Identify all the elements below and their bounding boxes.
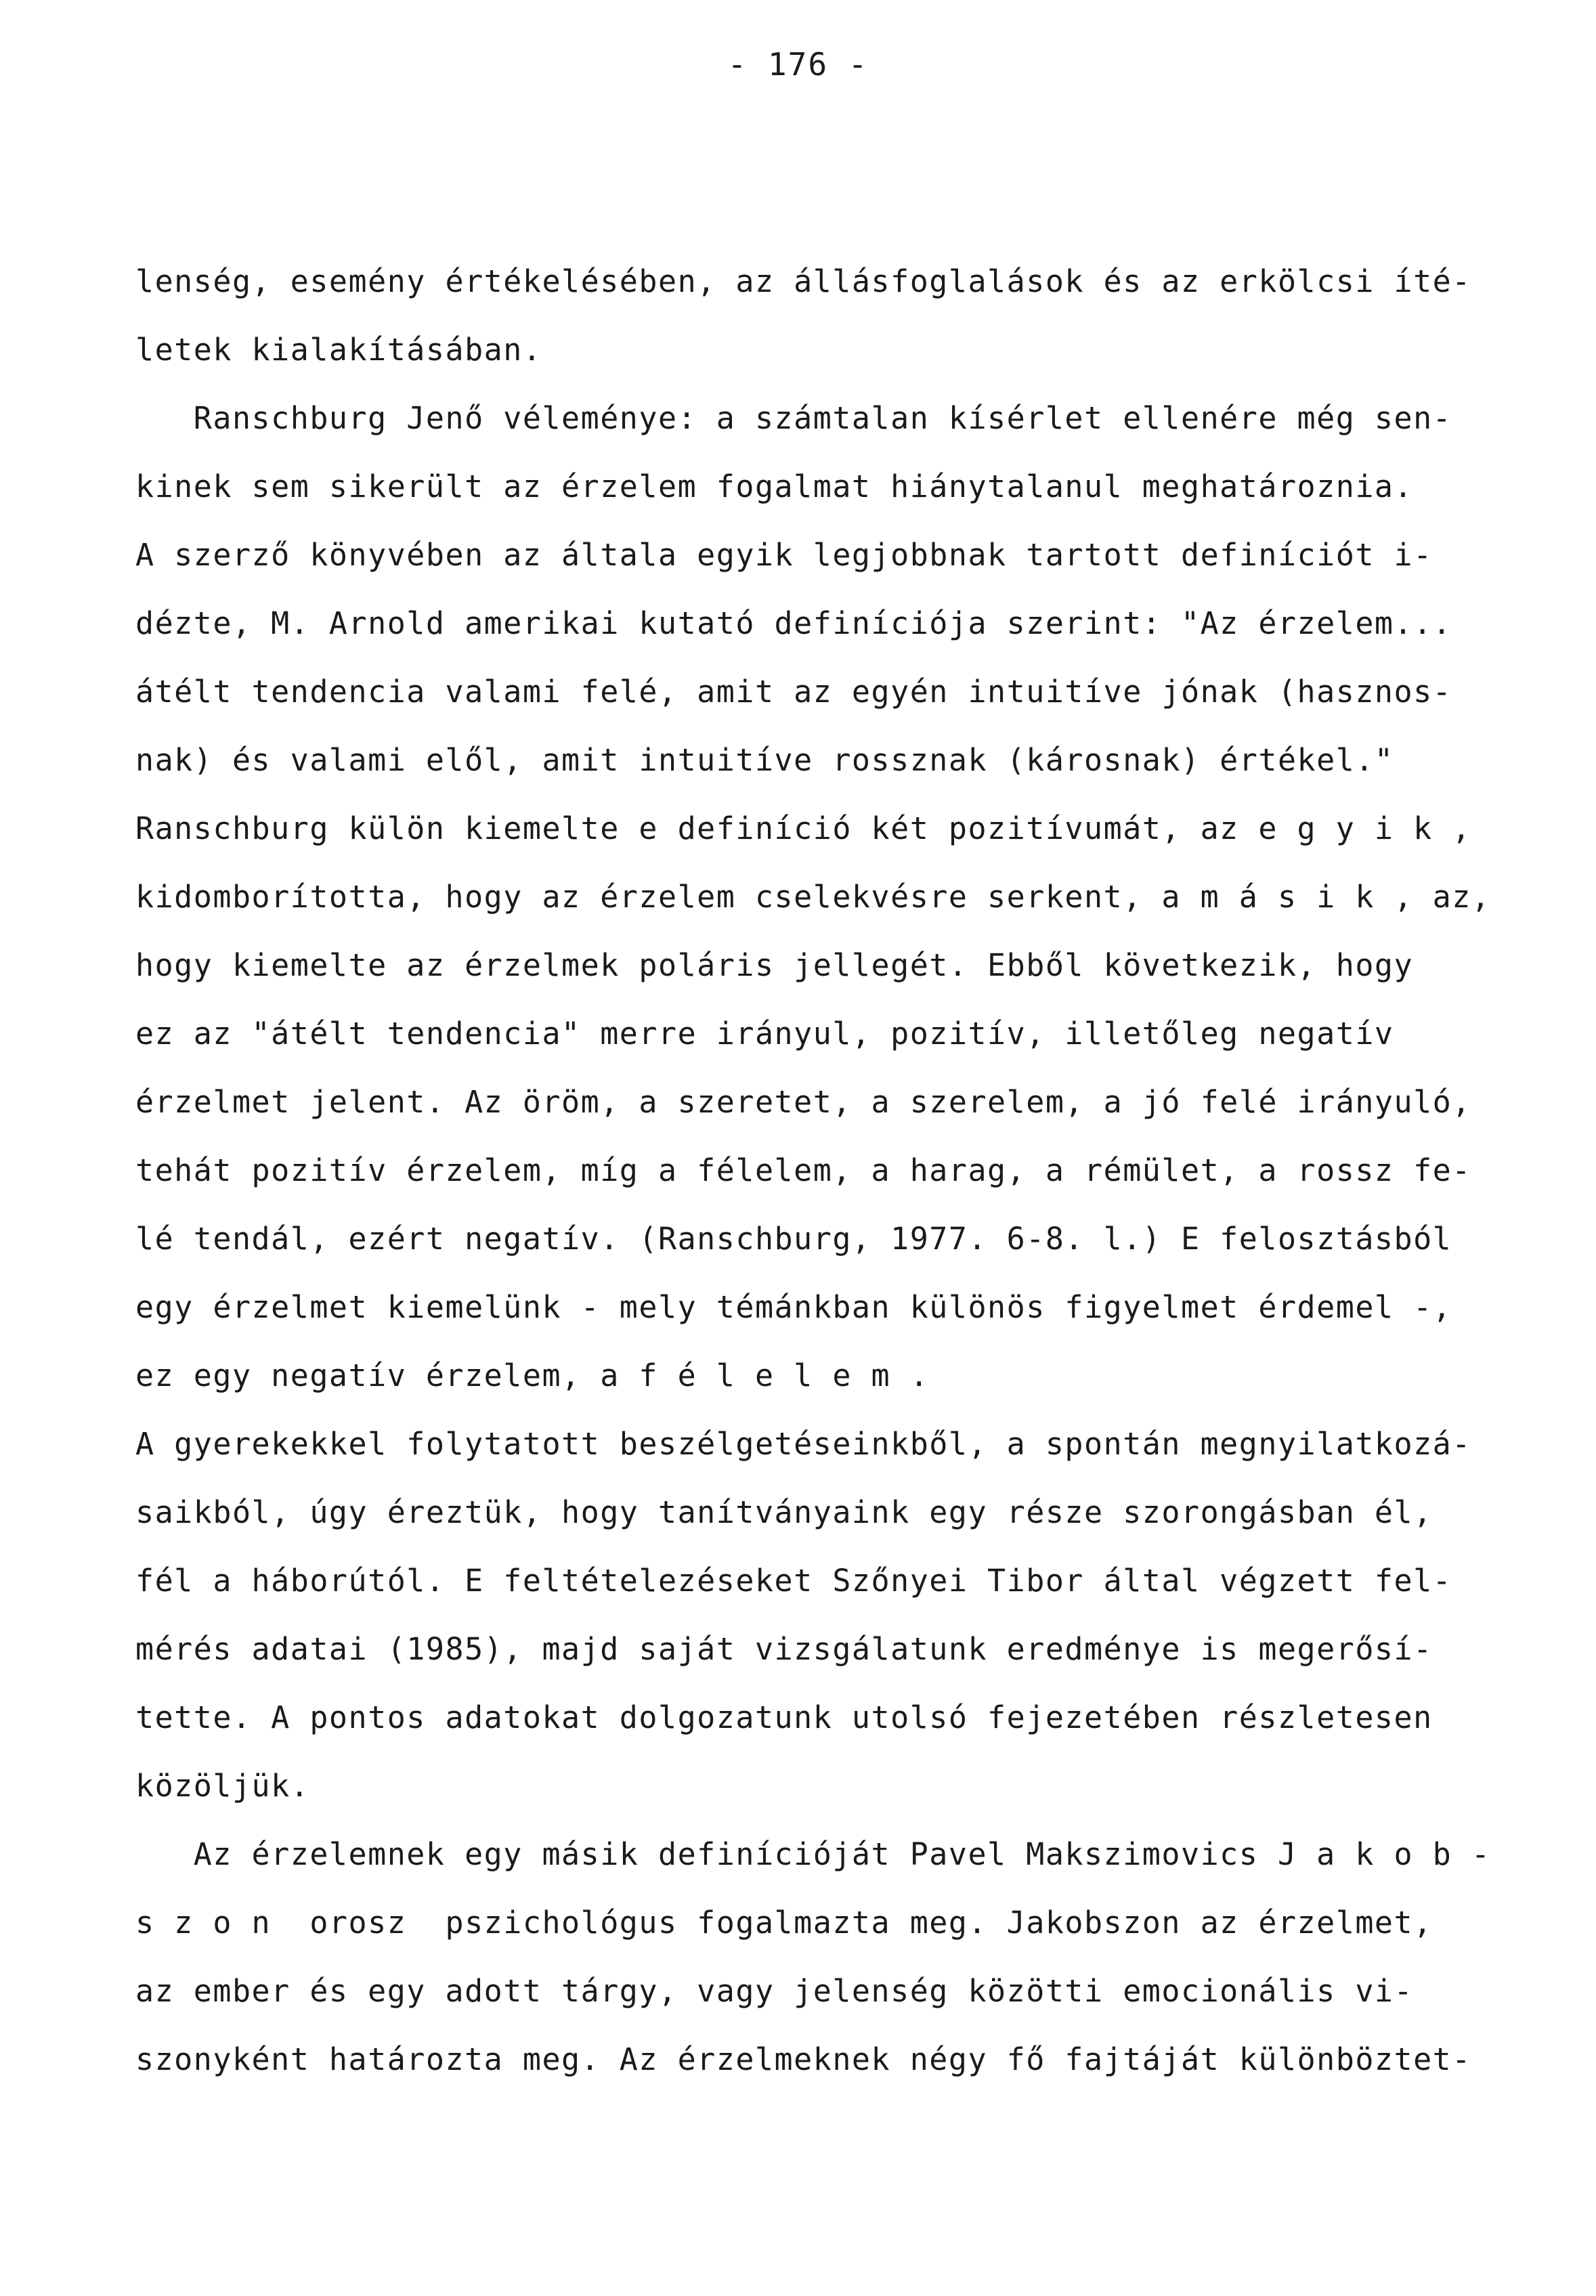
text-line: lenség, esemény értékelésében, az állásfoglalások és az erkölcsi íté- — [135, 263, 1471, 299]
text-line: Ranschburg Jenő véleménye: a számtalan kísérlet ellenére még sen- — [135, 400, 1452, 436]
text-line: A gyerekekkel folytatott beszélgetéseinkből, a spontán megnyilatkozá- — [135, 1426, 1471, 1462]
text-line: s z o n orosz pszichológus fogalmazta meg. Jakobszon az érzelmet, — [135, 1905, 1433, 1941]
text-line: hogy kiemelte az érzelmek poláris jellegét. Ebből következik, hogy — [135, 947, 1414, 983]
text-line: Ranschburg külön kiemelte e definíció két pozitívumát, az e g y i k , — [135, 810, 1471, 846]
text-line: kinek sem sikerült az érzelem fogalmat hiánytalanul meghatároznia. — [135, 469, 1414, 504]
text-line: ez az "átélt tendencia" merre irányul, pozitív, illetőleg negatív — [135, 1016, 1394, 1052]
text-line: átélt tendencia valami felé, amit az egyén intuitíve jónak (hasznos- — [135, 674, 1452, 710]
text-line: dézte, M. Arnold amerikai kutató definíciója szerint: "Az érzelem... — [135, 605, 1452, 641]
text-line: egy érzelmet kiemelünk - mely témánkban különös figyelmet érdemel -, — [135, 1289, 1452, 1325]
text-line: saikból, úgy éreztük, hogy tanítványaink egy része szorongásban él, — [135, 1494, 1433, 1530]
text-line: Az érzelemnek egy másik definícióját Pavel Makszimovics J a k o b - — [135, 1836, 1491, 1872]
text-line: érzelmet jelent. Az öröm, a szeretet, a szerelem, a jó felé irányuló, — [135, 1084, 1471, 1120]
text-line: tette. A pontos adatokat dolgozatunk utolsó fejezetében részletesen — [135, 1699, 1433, 1735]
text-line: fél a háborútól. E feltételezéseket Szőnyei Tibor által végzett fel- — [135, 1563, 1452, 1599]
text-line: ez egy negatív érzelem, a f é l e l e m . — [135, 1358, 930, 1393]
text-line: közöljük. — [135, 1768, 310, 1804]
text-line: az ember és egy adott tárgy, vagy jelenség közötti emocionális vi- — [135, 1973, 1414, 2009]
text-line: letek kialakításában. — [135, 332, 542, 368]
page-number: - 176 - — [727, 46, 869, 83]
text-line: kidomborította, hogy az érzelem cselekvésre serkent, a m á s i k , az, — [135, 879, 1491, 915]
text-line: mérés adatai (1985), majd saját vizsgálatunk eredménye is megerősí- — [135, 1631, 1433, 1667]
text-line: nak) és valami elől, amit intuitíve rossznak (károsnak) értékel." — [135, 742, 1394, 778]
body-text — [135, 247, 1551, 2094]
text-line: tehát pozitív érzelem, míg a félelem, a harag, a rémület, a rossz fe- — [135, 1152, 1471, 1188]
text-line: lé tendál, ezért negatív. (Ranschburg, 1977. 6-8. l.) E felosztásból — [135, 1221, 1452, 1257]
text-line: A szerző könyvében az általa egyik legjobbnak tartott definíciót i- — [135, 537, 1433, 573]
text-line: szonyként határozta meg. Az érzelmeknek négy fő fajtáját különböztet- — [135, 2041, 1471, 2077]
